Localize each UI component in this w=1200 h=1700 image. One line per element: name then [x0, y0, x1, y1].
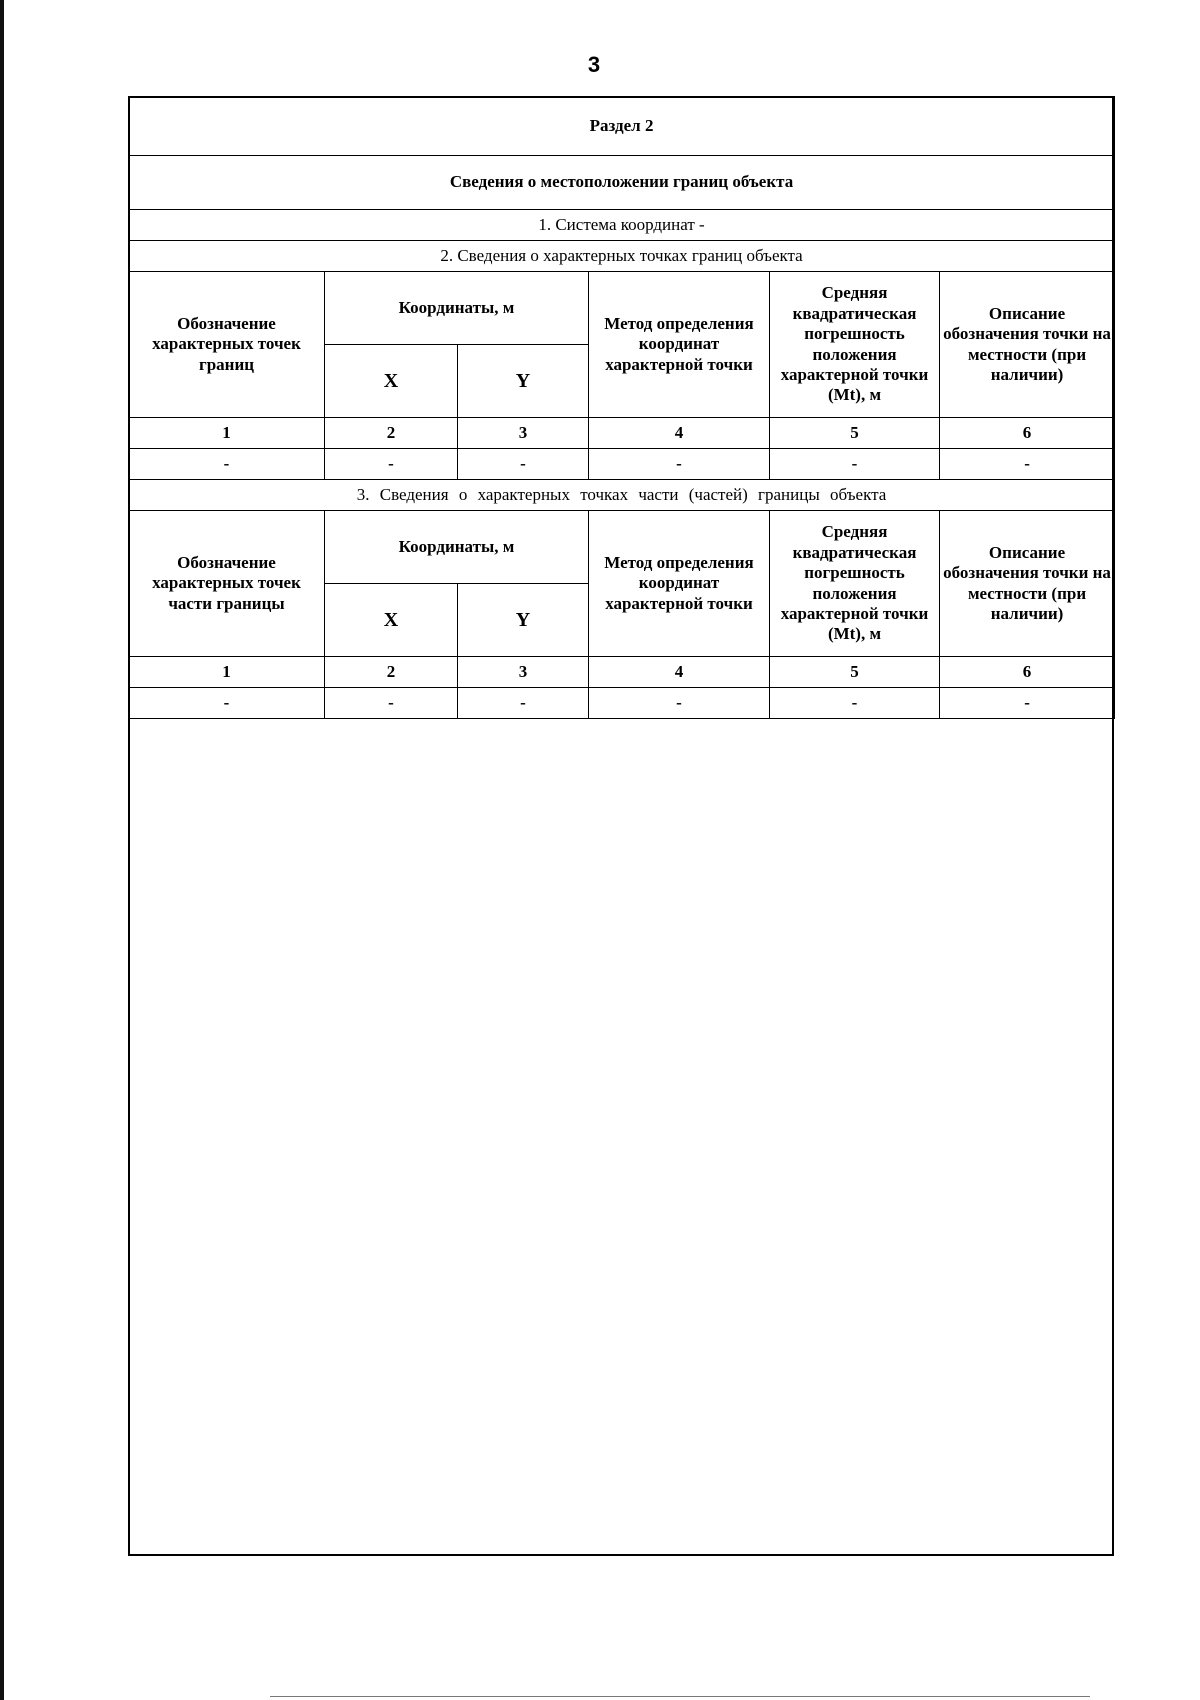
- t1-header-y: Y: [458, 345, 589, 418]
- page-number: 3: [587, 52, 601, 77]
- t1-header-coordinates: Координаты, м: [325, 272, 589, 345]
- table-row: [129, 449, 1115, 480]
- t1-cell: -: [325, 449, 458, 480]
- t2-col-number: 2: [325, 657, 458, 688]
- boundary-parts-heading: 3. Сведения о характерных точках части (частей) границы объекта: [129, 480, 1115, 511]
- t2-header-mean-error: Средняя квадратическая погрешность положения характерной точки (Mt), м: [770, 511, 940, 657]
- t2-cell: -: [940, 688, 1115, 719]
- t2-header-method: Метод определения координат характерной точки: [589, 511, 770, 657]
- t2-col-number: 6: [940, 657, 1115, 688]
- t2-col-number: 1: [129, 657, 325, 688]
- t2-header-x: X: [325, 584, 458, 657]
- t2-cell: -: [458, 688, 589, 719]
- t1-col-number: 2: [325, 418, 458, 449]
- t2-header-coordinates: Координаты, м: [325, 511, 589, 584]
- section-title: Раздел 2: [129, 97, 1115, 156]
- t1-cell: -: [129, 449, 325, 480]
- t2-cell: -: [129, 688, 325, 719]
- t1-col-number: 3: [458, 418, 589, 449]
- t1-col-number: 4: [589, 418, 770, 449]
- t1-header-x: X: [325, 345, 458, 418]
- t1-cell: -: [770, 449, 940, 480]
- t1-header-mean-error: Средняя квадратическая погрешность положения характерной точки (Mt), м: [770, 272, 940, 418]
- t1-col-number: 5: [770, 418, 940, 449]
- t2-cell: -: [770, 688, 940, 719]
- t2-col-number: 3: [458, 657, 589, 688]
- t1-col-number: 1: [129, 418, 325, 449]
- t1-cell: -: [458, 449, 589, 480]
- t2-col-number: 5: [770, 657, 940, 688]
- t1-cell: -: [940, 449, 1115, 480]
- scan-left-edge: [0, 0, 4, 1700]
- t2-cell: -: [589, 688, 770, 719]
- t2-header-point-designation: Обозначение характерных точек части границы: [129, 511, 325, 657]
- t2-header-y: Y: [458, 584, 589, 657]
- t1-cell: -: [589, 449, 770, 480]
- t1-header-method: Метод определения координат характерной точки: [589, 272, 770, 418]
- boundary-points-heading: 2. Сведения о характерных точках границ объекта: [129, 241, 1115, 272]
- coordinate-system-line: 1. Система координат -: [129, 210, 1115, 241]
- t2-cell: -: [325, 688, 458, 719]
- t1-col-number: 6: [940, 418, 1115, 449]
- t2-col-number: 4: [589, 657, 770, 688]
- table-row: [129, 688, 1115, 719]
- t2-header-description: Описание обозначения точки на местности (при наличии): [940, 511, 1115, 657]
- scan-bottom-line: [270, 1696, 1090, 1697]
- t1-header-description: Описание обозначения точки на местности (при наличии): [940, 272, 1115, 418]
- main-title: Сведения о местоположении границ объекта: [129, 156, 1115, 210]
- t1-header-point-designation: Обозначение характерных точек границ: [129, 272, 325, 418]
- boundary-form-table: [128, 96, 1115, 719]
